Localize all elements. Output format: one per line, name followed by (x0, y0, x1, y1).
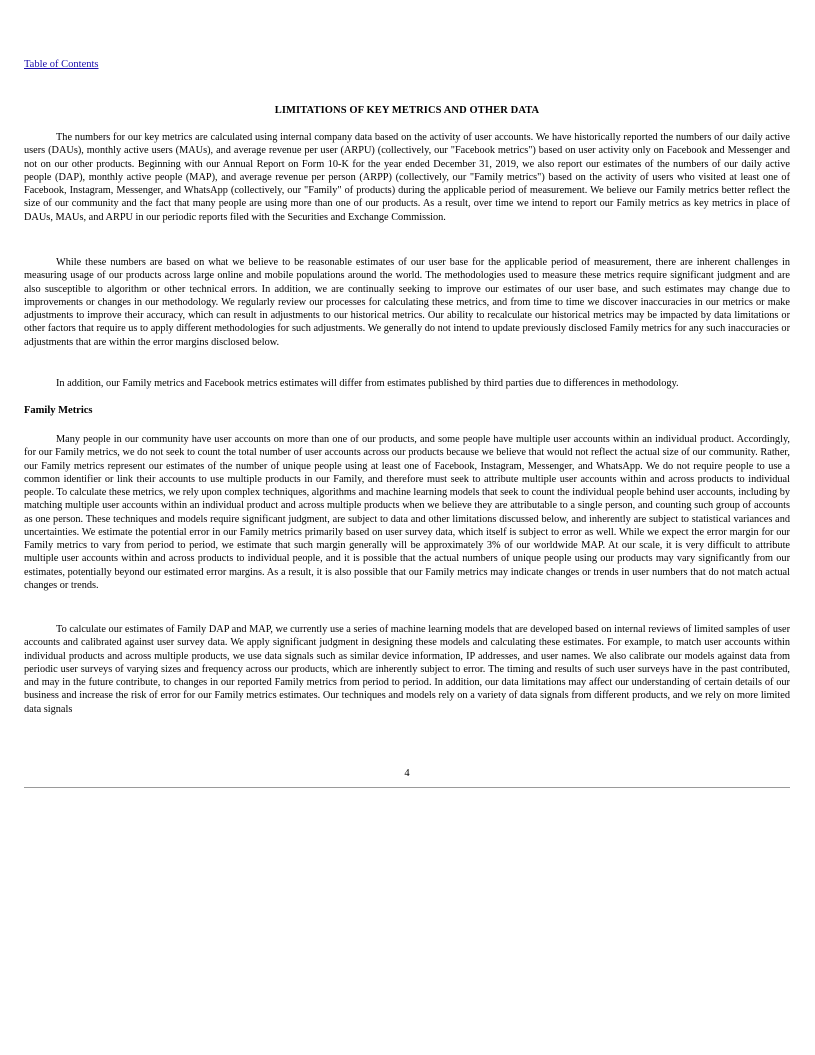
paragraph-key-metrics-intro: The numbers for our key metrics are calculated using internal company data based on the activity of user accounts. We have historically reported the numbers of our daily active users (DAUs), monthly active users (MAUs), and average revenue per user (ARPU) (collectively, our "Facebook metrics") based on user activity only on Facebook and Messenger and not on our other products. Beginning with our Annual Report on Form 10-K for the year ended December 31, 2019, we also report our estimates of the numbers of our daily active people (DAP), monthly active people (MAP), and average revenue per person (ARPP) (collectively, our "Family metrics") based on the activity of users who visited at least one of Facebook, Instagram, Messenger, and WhatsApp (collectively, our "Family" of products) during the applicable period of measurement. We believe our Family metrics better reflect the size of our community and the fact that many people are using more than one of our products. As a result, over time we intend to report our Family metrics as key metrics in place of DAUs, MAUs, and ARPU in our periodic reports filed with the Securities and Exchange Commission. (24, 132, 790, 223)
paragraph-family-dap-map-calculation: To calculate our estimates of Family DAP and MAP, we currently use a series of machine learning models that are developed based on internal reviews of limited samples of user accounts and calibrated against user survey data. We apply significant judgment in designing these models and calculating these estimates. For example, to match user accounts within individual products and across multiple products, we use data signals such as similar device information, IP addresses, and user names. We also calibrate our models against data from periodic user surveys of varying sizes and frequency across our products, which are inherently subject to error. The timing and results of such user surveys have in the past contributed, and may in the future contribute, to changes in our reported Family metrics from period to period. In addition, our data limitations may affect our understanding of certain details of our business and increase the risk of error for our Family metrics estimates. Our techniques and models rely on a variety of data signals from different products, and we rely on more limited data signals (24, 624, 790, 715)
page-number: 4 (404, 768, 410, 779)
section-title: LIMITATIONS OF KEY METRICS AND OTHER DATA (274, 105, 540, 116)
paragraph-estimation-challenges: While these numbers are based on what we believe to be reasonable estimates of our user base for the applicable period of measurement, there are inherent challenges in measuring usage of our products across large online and mobile populations around the world. The methodologies used to measure these metrics require significant judgment and are also susceptible to algorithm or other technical errors. In addition, we are continually seeking to improve our estimates of our user base, and such estimates may change due to improvements or changes in our methodology. We regularly review our processes for calculating these metrics, and from time to time we discover inaccuracies in our metrics or make adjustments to improve their accuracy, which can result in adjustments to our historical metrics. Our ability to recalculate our historical metrics may be impacted by data limitations or other factors that require us to apply different methodologies for such adjustments. We generally do not intend to update previously disclosed Family metrics for any such inaccuracies or adjustments that are within the error margins disclosed below. (24, 257, 790, 348)
paragraph-family-metrics-method: Many people in our community have user accounts on more than one of our products, and some people have multiple user accounts within an individual product. Accordingly, for our Family metrics, we do not seek to count the total number of user accounts across our products because we believe that would not reflect the actual size of our community. Rather, our Family metrics represent our estimates of the number of unique people using at least one of Facebook, Instagram, Messenger, and WhatsApp. We do not require people to use a common identifier or link their accounts to use multiple products in our Family, and therefore must seek to attribute multiple user accounts within and across products to individual people. To calculate these metrics, we rely upon complex techniques, algorithms and machine learning models that seek to count the individual people behind user accounts, including by matching multiple user accounts within an individual product and across multiple products when we believe they are attributable to a single person, and counting such group of accounts as one person. These techniques and models require significant judgment, are subject to data and other limitations discussed below, and inherently are subject to statistical variances and uncertainties. We estimate the potential error in our Family metrics primarily based on user survey data, which itself is subject to error as well. While we expect the error margin for our Family metrics to vary from period to period, we estimate that such margin generally will be approximately 3% of our worldwide MAP. At our scale, it is very difficult to attribute multiple user accounts within and across products to individual people, and it is possible that the actual numbers of unique people using our products may vary significantly from our estimates, potentially beyond our estimated error margins. As a result, it is also possible that our Family metrics may indicate changes or trends in user numbers that do not match actual changes or trends. (24, 434, 790, 591)
paragraph-third-party-differences: In addition, our Family metrics and Facebook metrics estimates will differ from estimates published by third parties due to differences in methodology. (56, 378, 679, 389)
table-of-contents-link[interactable]: Table of Contents (24, 59, 99, 70)
footer-divider (24, 787, 790, 788)
document-page (24, 0, 790, 1055)
family-metrics-heading: Family Metrics (24, 405, 93, 416)
